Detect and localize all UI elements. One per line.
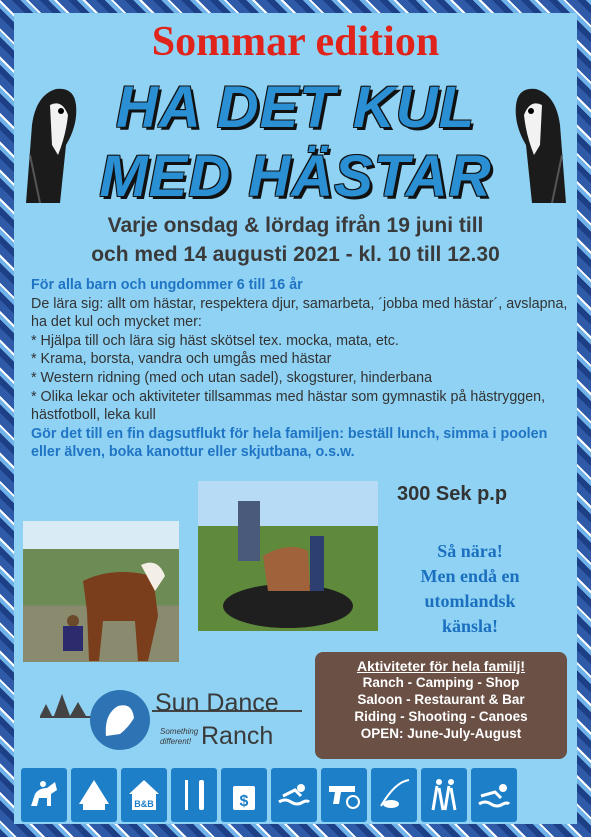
dates-line-2: och med 14 augusti 2021 - kl. 10 till 12.30	[91, 243, 500, 266]
activities-box	[315, 652, 567, 759]
logo-name-line-2: Ranch	[201, 722, 274, 750]
shop-icon	[221, 768, 267, 822]
description-text	[31, 276, 571, 462]
headline-line-1: HA DET KUL	[115, 75, 476, 140]
hiking-icon	[421, 768, 467, 822]
activities-line: Riding - Shooting - Canoes	[354, 709, 528, 724]
activities-title: Aktiviteter för hela familj!	[356, 658, 526, 674]
bnb-icon	[121, 768, 167, 822]
photo-horse-tire	[198, 481, 378, 631]
activities-line: Ranch - Camping - Shop	[362, 675, 520, 690]
logo-tagline	[160, 727, 198, 747]
bnb-label: B&B	[134, 799, 154, 809]
bullet-item: * Olika lekar och aktiviteter tillsammas med hästar som gymnastik på hästryggen, hästfotboll, leka kull	[31, 388, 546, 424]
activities-line: OPEN: June-July-August	[360, 726, 522, 741]
slogan-line: Så nära!	[437, 541, 503, 561]
restaurant-icon	[171, 768, 217, 822]
poster-title: Sommar edition	[151, 19, 440, 65]
fishing-icon	[371, 768, 417, 822]
audience-text: För alla barn och ungdommer 6 till 16 år	[31, 277, 303, 293]
dates-line-1: Varje onsdag & lördag ifrån 19 juni till	[107, 214, 484, 237]
shooting-icon	[321, 768, 367, 822]
camping-icon	[71, 768, 117, 822]
slogan-line: Men endå en	[420, 566, 520, 586]
slogan	[375, 539, 565, 639]
bullet-item: * Western ridning (med och utan sadel), skogsturer, hinderbana	[31, 369, 433, 386]
slogan-line: känsla!	[441, 616, 499, 636]
swimming-river-icon	[271, 768, 317, 822]
headline-line-2: MED HÄSTAR	[99, 144, 492, 209]
family-text: Gör det till en fin dagsutflukt för hela familjen: beställ lunch, simma i poolen eller älven, boka kanottur eller skjutbana, o.s.w.	[31, 425, 548, 461]
intro-text: De lära sig: allt om hästar, respektera djur, samarbeta, ´jobba med hästar´, avslapna, ha det kul och mycket mer:	[31, 295, 568, 331]
activity-icon-row	[21, 768, 573, 822]
logo-tagline-line: Something	[160, 727, 199, 736]
shop-label: $	[239, 793, 249, 810]
slogan-line: utomlandsk	[424, 591, 516, 611]
swimming-icon	[471, 768, 517, 822]
activities-line: Saloon - Restaurant & Bar	[357, 692, 525, 707]
bullet-item: * Krama, borsta, vandra och umgås med hästar	[31, 351, 332, 368]
price-label: 300 Sek p.p	[397, 483, 508, 505]
bullet-item: * Hjälpa till och lära sig häst skötsel tex. mocka, mata, etc.	[31, 332, 399, 349]
logo-name-line-1: Sun Dance	[155, 689, 279, 717]
photo-horse-child	[23, 521, 179, 662]
horse-riding-icon	[21, 768, 67, 822]
logo-tagline-line: different!	[160, 737, 192, 746]
